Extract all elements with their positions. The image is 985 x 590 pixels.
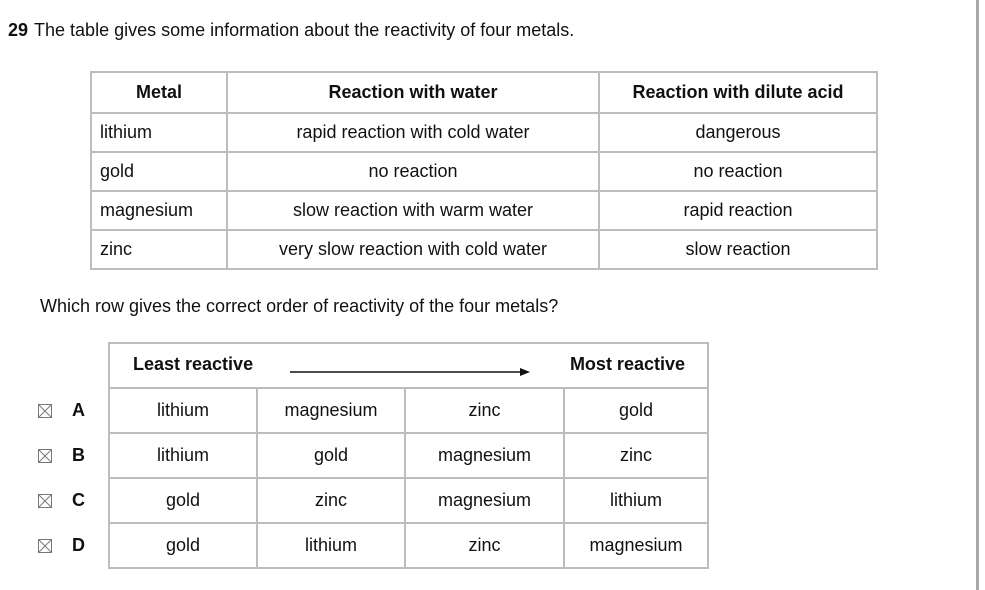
order-cell: zinc (564, 433, 708, 478)
question-text: The table gives some information about the reactivity of four metals. (34, 20, 575, 40)
header-metal: Metal (91, 72, 227, 113)
order-cell: gold (109, 478, 257, 523)
option-d[interactable] (38, 523, 98, 568)
table-row (91, 113, 877, 152)
acid-cell: slow reaction (599, 230, 877, 269)
right-arrow-icon (290, 366, 530, 378)
order-cell: lithium (257, 523, 405, 568)
water-cell: slow reaction with warm water (227, 191, 599, 230)
order-cell: zinc (405, 388, 564, 433)
option-a[interactable] (38, 388, 98, 433)
reactivity-order-table (108, 342, 709, 569)
option-c[interactable] (38, 478, 98, 523)
header-reaction-acid: Reaction with dilute acid (599, 72, 877, 113)
crossed-checkbox-icon[interactable] (38, 404, 52, 418)
order-cell: magnesium (405, 478, 564, 523)
question-line (8, 18, 574, 42)
order-cell: magnesium (564, 523, 708, 568)
order-cell: magnesium (405, 433, 564, 478)
metal-cell: zinc (91, 230, 227, 269)
table-header-row (91, 72, 877, 113)
water-cell: rapid reaction with cold water (227, 113, 599, 152)
order-cell: zinc (405, 523, 564, 568)
order-cell: gold (257, 433, 405, 478)
option-letter: D (72, 535, 85, 555)
order-header-cell (109, 343, 708, 388)
order-cell: lithium (109, 433, 257, 478)
least-reactive-label: Least reactive (133, 354, 254, 374)
header-reaction-water: Reaction with water (227, 72, 599, 113)
acid-cell: dangerous (599, 113, 877, 152)
metal-cell: magnesium (91, 191, 227, 230)
order-cell: lithium (109, 388, 257, 433)
option-letter: C (72, 490, 85, 510)
water-cell: no reaction (227, 152, 599, 191)
crossed-checkbox-icon[interactable] (38, 449, 52, 463)
order-cell: gold (564, 388, 708, 433)
order-cell: magnesium (257, 388, 405, 433)
crossed-checkbox-icon[interactable] (38, 539, 52, 553)
option-row-b (109, 433, 708, 478)
order-cell: zinc (257, 478, 405, 523)
question-prompt: Which row gives the correct order of reactivity of the four metals? (40, 296, 559, 316)
acid-cell: no reaction (599, 152, 877, 191)
option-row-c (109, 478, 708, 523)
order-cell: lithium (564, 478, 708, 523)
most-reactive-label: Most reactive (569, 354, 685, 374)
option-letter: A (72, 400, 85, 420)
option-letter: B (72, 445, 85, 465)
reactivity-info-table (90, 71, 878, 270)
table-row (91, 230, 877, 269)
metal-cell: lithium (91, 113, 227, 152)
acid-cell: rapid reaction (599, 191, 877, 230)
option-row-d (109, 523, 708, 568)
table-row (91, 152, 877, 191)
question-number: 29 (8, 20, 29, 40)
table-row (91, 191, 877, 230)
crossed-checkbox-icon[interactable] (38, 494, 52, 508)
metal-cell: gold (91, 152, 227, 191)
option-row-a (109, 388, 708, 433)
order-header-row (109, 343, 708, 388)
order-cell: gold (109, 523, 257, 568)
page-edge-rule (976, 0, 979, 590)
option-b[interactable] (38, 433, 98, 478)
water-cell: very slow reaction with cold water (227, 230, 599, 269)
